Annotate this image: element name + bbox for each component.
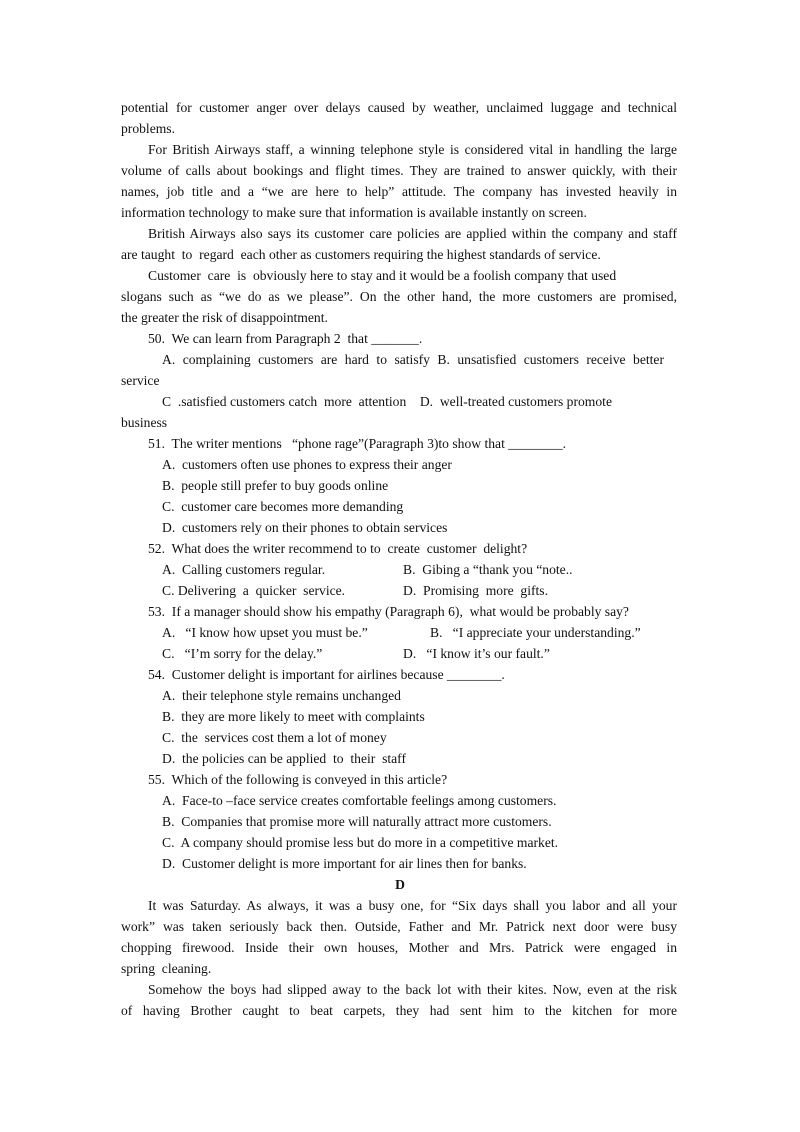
text-line: volume of calls about bookings and flight times. They are trained to answer quickly, with their: [121, 163, 677, 178]
question-option: D. the policies can be applied to their staff: [162, 751, 406, 766]
text-line: are taught to regard each other as customers requiring the highest standards of service.: [121, 247, 601, 262]
question-option: C. A company should promise less but do more in a competitive market.: [162, 835, 559, 850]
question-option: D. customers rely on their phones to obtain services: [162, 520, 448, 535]
text-line: It was Saturday. As always, it was a busy one, for “Six days shall you labor and all your: [148, 898, 677, 913]
question-option: D. Customer delight is more important for air lines then for banks.: [162, 856, 527, 871]
question-option: A. their telephone style remains unchanged: [162, 688, 401, 703]
question-option: B. they are more likely to meet with complaints: [162, 709, 425, 724]
text-line: spring cleaning.: [121, 961, 212, 976]
question-stem-53: 53. If a manager should show his empathy (Paragraph 6), what would be probably say?: [148, 604, 629, 619]
text-line: chopping firewood. Inside their own houses, Mother and Mrs. Patrick were engaged in: [121, 940, 677, 955]
question-stem-54: 54. Customer delight is important for airlines because ________.: [148, 667, 505, 682]
question-option: B. “I appreciate your understanding.”: [430, 625, 641, 640]
question-option: B. people still prefer to buy goods online: [162, 478, 389, 493]
question-option: A. complaining customers are hard to satisfy B. unsatisfied customers receive better: [162, 352, 664, 367]
question-option: B. Companies that promise more will naturally attract more customers.: [162, 814, 552, 829]
text-line: information technology to make sure that information is available instantly on screen.: [121, 205, 587, 220]
question-stem-55: 55. Which of the following is conveyed in this article?: [148, 772, 448, 787]
text-line: potential for customer anger over delays caused by weather, unclaimed luggage and technical: [121, 100, 677, 115]
text-line: For British Airways staff, a winning telephone style is considered vital in handling the large: [148, 142, 677, 157]
text-line: slogans such as “we do as we please”. On the other hand, the more customers are promised,: [121, 289, 677, 304]
text-line: the greater the risk of disappointment.: [121, 310, 328, 325]
text-line: of having Brother caught to beat carpets, they had sent him to the kitchen for more: [121, 1003, 677, 1018]
question-option: C. customer care becomes more demanding: [162, 499, 404, 514]
question-stem-51: 51. The writer mentions “phone rage”(Paragraph 3)to show that ________.: [148, 436, 567, 451]
question-option: A. customers often use phones to express their anger: [162, 457, 452, 472]
question-stem-52: 52. What does the writer recommend to to create customer delight?: [148, 541, 528, 556]
question-option: A. Face-to –face service creates comfortable feelings among customers.: [162, 793, 557, 808]
question-option: service: [121, 373, 160, 388]
question-option: C. the services cost them a lot of money: [162, 730, 387, 745]
question-option: business: [121, 415, 168, 430]
question-option: A. “I know how upset you must be.”: [162, 625, 368, 640]
question-option: C .satisfied customers catch more attention D. well-treated customers promote: [162, 394, 612, 409]
question-option: C. “I’m sorry for the delay.”: [162, 646, 323, 661]
text-line: names, job title and a “we are here to help” attitude. The company has invested heavily in: [121, 184, 677, 199]
text-line: Customer care is obviously here to stay and it would be a foolish company that used: [148, 268, 617, 283]
question-option: A. Calling customers regular.: [162, 562, 326, 577]
text-line: problems.: [121, 121, 175, 136]
question-option: D. “I know it’s our fault.”: [403, 646, 550, 661]
question-option: C. Delivering a quicker service.: [162, 583, 346, 598]
text-line: work” was taken seriously back then. Outside, Father and Mr. Patrick next door were busy: [121, 919, 677, 934]
section-heading: D: [395, 877, 405, 892]
text-line: Somehow the boys had slipped away to the back lot with their kites. Now, even at the risk: [148, 982, 677, 997]
question-option: B. Gibing a “thank you “note..: [403, 562, 573, 577]
text-line: British Airways also says its customer care policies are applied within the company and staff: [148, 226, 677, 241]
question-option: D. Promising more gifts.: [403, 583, 548, 598]
question-stem-50: 50. We can learn from Paragraph 2 that _______.: [148, 331, 423, 346]
